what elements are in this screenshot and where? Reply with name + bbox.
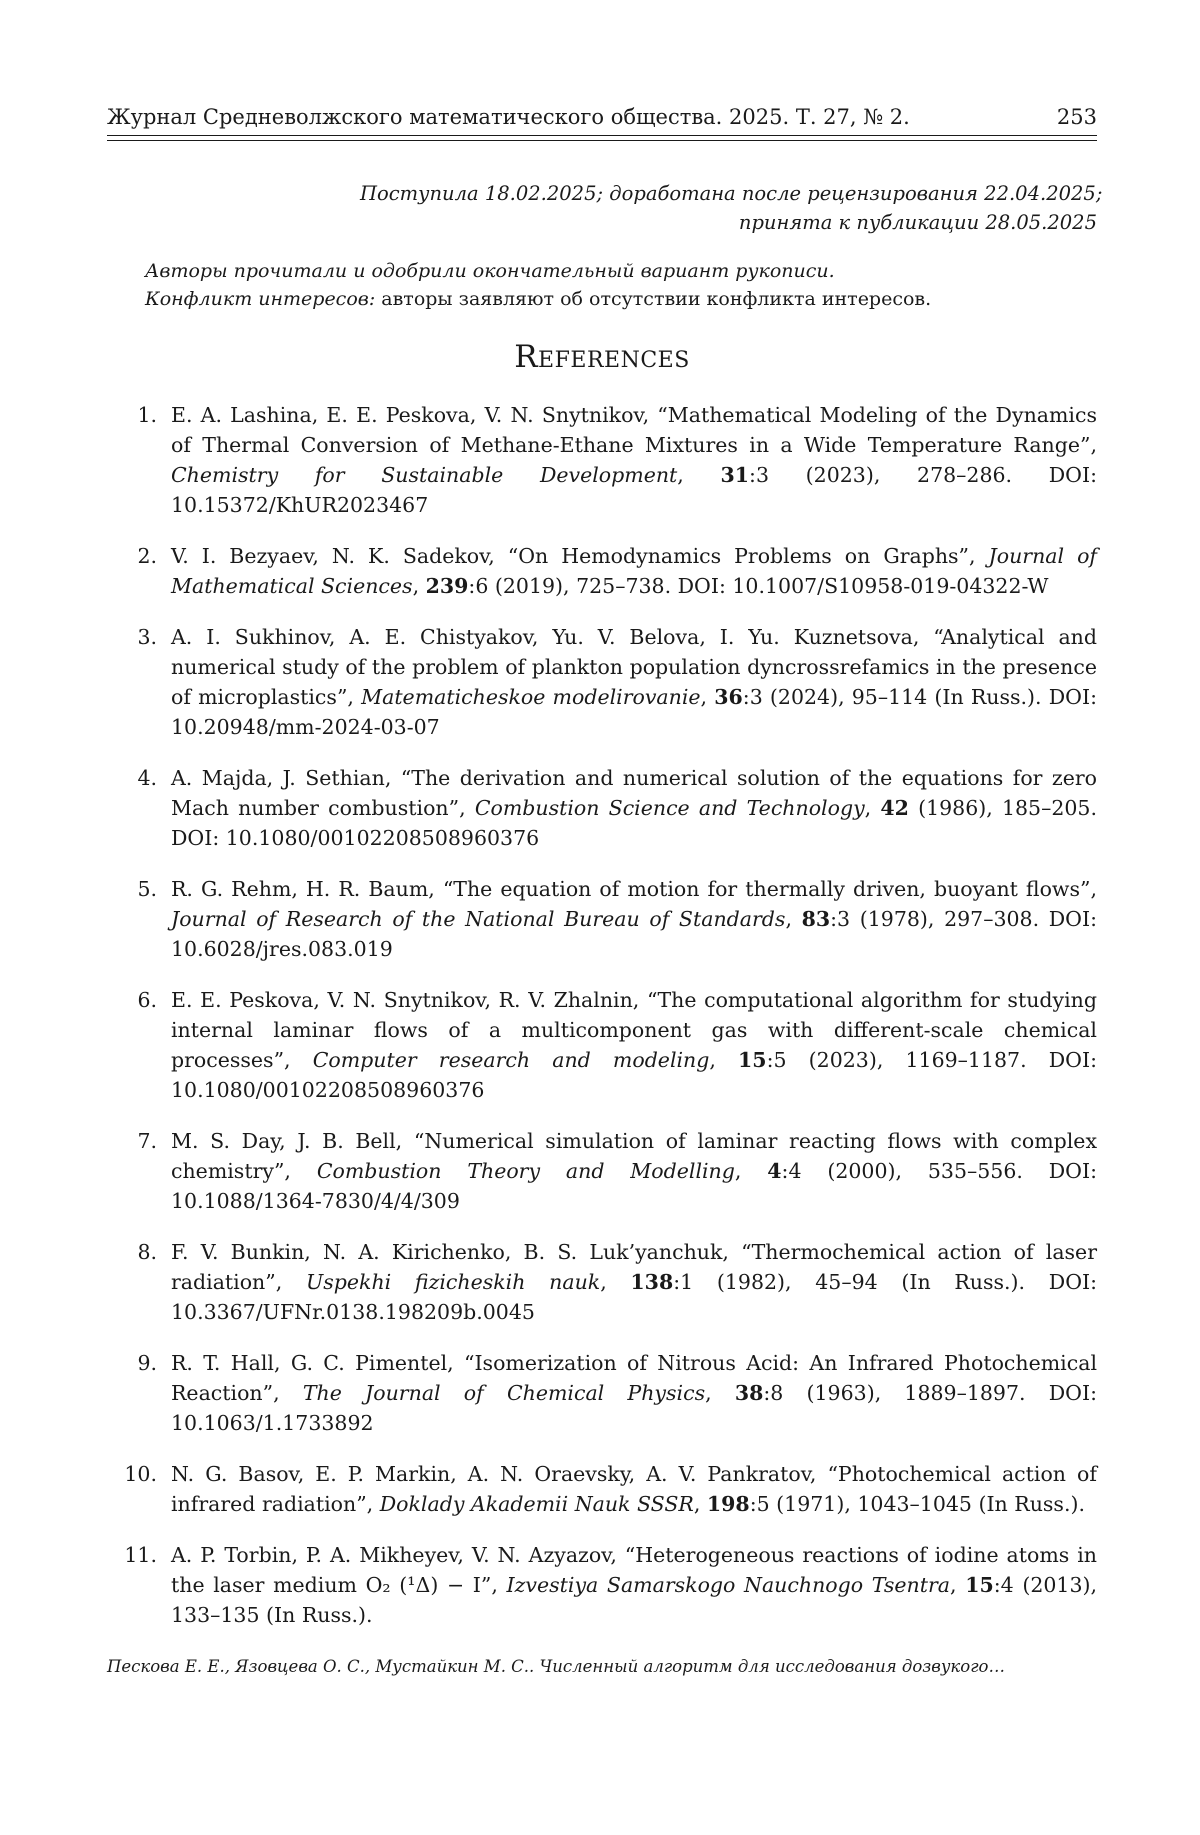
reference-details: :4 (2013), 133–135 (In Russ.). [171,1573,1098,1627]
history-line-1: Поступила 18.02.2025; доработана после рецензирования 22.04.2025; [360,182,1103,205]
reference-separator: , [412,574,426,598]
reference-number: 10. [124,1462,157,1486]
reference-authors-title: A. Majda, J. Sethian, “The derivation and numerical solution of the equations for zero Mach number combustion”, [171,766,1097,820]
reference-volume: 15 [965,1573,994,1597]
reference-authors-title: A. P. Torbin, P. A. Mikheyev, V. N. Azyazov, “Heterogeneous reactions of iodine atoms in the laser medium O₂ (¹Δ) − I”, [171,1543,1097,1597]
reference-separator: , [700,685,715,709]
reference-journal: Journal of Mathematical Sciences [171,544,1097,598]
reference-authors-title: M. S. Day, J. B. Bell, “Numerical simulation of laminar reacting flows with complex chemistry”, [171,1129,1097,1183]
reference-separator: , [864,796,881,820]
reference-text [171,1237,1097,1327]
reference-text [171,1459,1097,1519]
reference-journal: Izvestiya Samarskogo Nauchnogo Tsentra [506,1573,951,1597]
reference-text [171,1540,1097,1630]
reference-journal: Combustion Theory and Modelling [316,1159,735,1183]
reference-journal: Combustion Science and Technology [474,796,865,820]
reference-separator: , [693,1492,707,1516]
reference-item-5 [107,874,1097,964]
running-head [107,104,1097,130]
header-rule-top [107,135,1097,136]
reference-text [171,400,1097,520]
reference-separator: , [705,1381,735,1405]
article-history [360,179,1103,237]
reference-journal: Journal of Research of the National Bureau of Standards [171,907,786,931]
reference-details: :3 (2023), 278–286. DOI: 10.15372/KhUR2023467 [171,463,1097,517]
reference-details: :6 (2019), 725–738. DOI: 10.1007/S10958-019-04322-W [468,574,1049,598]
reference-authors-title: R. T. Hall, G. C. Pimentel, “Isomerization of Nitrous Acid: An Infrared Photochemical Reaction”, [171,1351,1097,1405]
reference-number: 9. [137,1351,157,1375]
reference-details: :4 (2000), 535–556. DOI: 10.1088/1364-7830/4/4/309 [171,1159,1097,1213]
running-footer: Пескова Е. Е., Язовцева О. С., Мустайкин М. С.. Численный алгоритм для исследования дозвукого… [107,1657,1005,1676]
reference-item-1 [107,400,1097,520]
reference-item-2 [107,541,1097,601]
reference-authors-title: R. G. Rehm, H. R. Baum, “The equation of motion for thermally driven, buoyant flows”, [171,877,1097,901]
reference-volume: 4 [767,1159,782,1183]
reference-text [171,874,1097,964]
reference-text [171,1348,1097,1438]
conflict-label: Конфликт интересов: [145,288,376,310]
reference-separator: , [785,907,802,931]
reference-text [171,985,1097,1105]
reference-separator: , [677,463,721,487]
reference-number: 6. [137,988,157,1012]
reference-journal: Chemistry for Sustainable Development [171,463,678,487]
reference-details: :5 (2023), 1169–1187. DOI: 10.1080/00102208508960376 [171,1048,1097,1102]
reference-volume: 198 [706,1492,750,1516]
reference-separator: , [734,1159,768,1183]
reference-journal: Matematicheskoe modelirovanie [361,685,701,709]
page-number: 253 [1056,105,1097,129]
reference-volume: 83 [801,907,831,931]
reference-number: 8. [137,1240,157,1264]
reference-text [171,1126,1097,1216]
reference-text [171,763,1097,853]
reference-number: 5. [137,877,157,901]
reference-item-10 [107,1459,1097,1519]
reference-journal: Doklady Akademii Nauk SSSR [379,1492,694,1516]
reference-item-7 [107,1126,1097,1216]
reference-volume: 31 [720,463,750,487]
reference-journal: The Journal of Chemical Physics [302,1381,706,1405]
reference-separator: , [709,1048,739,1072]
header-rule-bottom [107,140,1097,141]
reference-text [171,541,1097,601]
reference-details: :5 (1971), 1043–1045 (In Russ.). [749,1492,1085,1516]
authors-approval-note: Авторы прочитали и одобрили окончательный вариант рукописи. [145,260,835,282]
reference-number: 2. [137,544,157,568]
references-list [107,400,1097,1651]
reference-volume: 138 [630,1270,674,1294]
reference-authors-title: V. I. Bezyaev, N. K. Sadekov, “On Hemodynamics Problems on Graphs”, [171,544,989,568]
reference-number: 7. [137,1129,157,1153]
reference-details: :1 (1982), 45–94 (In Russ.). DOI: 10.3367/UFNr.0138.198209b.0045 [171,1270,1098,1324]
reference-journal: Uspekhi fizicheskih nauk [305,1270,601,1294]
conflict-text: авторы заявляют об отсутствии конфликта интересов. [381,288,932,310]
reference-details: :3 (1978), 297–308. DOI: 10.6028/jres.083.019 [171,907,1097,961]
reference-volume: 15 [738,1048,767,1072]
reference-volume: 42 [880,796,909,820]
reference-details: (1986), 185–205. DOI: 10.1080/00102208508960376 [171,796,1097,850]
reference-number: 11. [124,1543,157,1567]
reference-authors-title: A. I. Sukhinov, A. E. Chistyakov, Yu. V. Belova, I. Yu. Kuznetsova, “Analytical and numerical study of the problem of plankton population dyncrossrefamics in the presence of microplastics”, [171,625,1097,709]
reference-number: 4. [137,766,157,790]
history-line-2: принята к публикации 28.05.2025 [738,211,1097,234]
reference-authors-title: F. V. Bunkin, N. A. Kirichenko, B. S. Luk’yanchuk, “Thermochemical action of laser radiation”, [171,1240,1097,1294]
reference-details: :3 (2024), 95–114 (In Russ.). DOI: 10.20948/mm-2024-03-07 [171,685,1097,739]
reference-separator: , [600,1270,631,1294]
reference-journal: Computer research and modeling [312,1048,710,1072]
reference-volume: 239 [425,574,469,598]
journal-title: Журнал Средневолжского математического общества. 2025. Т. 27, № 2. [107,105,910,129]
reference-details: :8 (1963), 1889–1897. DOI: 10.1063/1.1733892 [171,1381,1097,1435]
reference-separator: , [950,1573,966,1597]
reference-item-8 [107,1237,1097,1327]
reference-number: 3. [137,625,157,649]
reference-authors-title: E. A. Lashina, E. E. Peskova, V. N. Snytnikov, “Mathematical Modeling of the Dynamics of Thermal Conversion of Methane-Ethane Mixtures in a Wide Temperature Range”, [171,403,1097,457]
reference-item-9 [107,1348,1097,1438]
reference-item-6 [107,985,1097,1105]
reference-authors-title: E. E. Peskova, V. N. Snytnikov, R. V. Zhalnin, “The computational algorithm for studying internal laminar flows of a multicomponent gas with different-scale chemical processes”, [171,988,1097,1072]
reference-item-3 [107,622,1097,742]
reference-authors-title: N. G. Basov, E. P. Markin, A. N. Oraevsky, A. V. Pankratov, “Photochemical action of infrared radiation”, [171,1462,1097,1516]
reference-number: 1. [137,403,157,427]
reference-volume: 36 [714,685,743,709]
reference-volume: 38 [734,1381,764,1405]
reference-item-11 [107,1540,1097,1630]
conflict-of-interest [145,285,1097,313]
reference-text [171,622,1097,742]
references-heading: References [514,339,690,375]
reference-item-4 [107,763,1097,853]
declarations [145,257,1097,313]
